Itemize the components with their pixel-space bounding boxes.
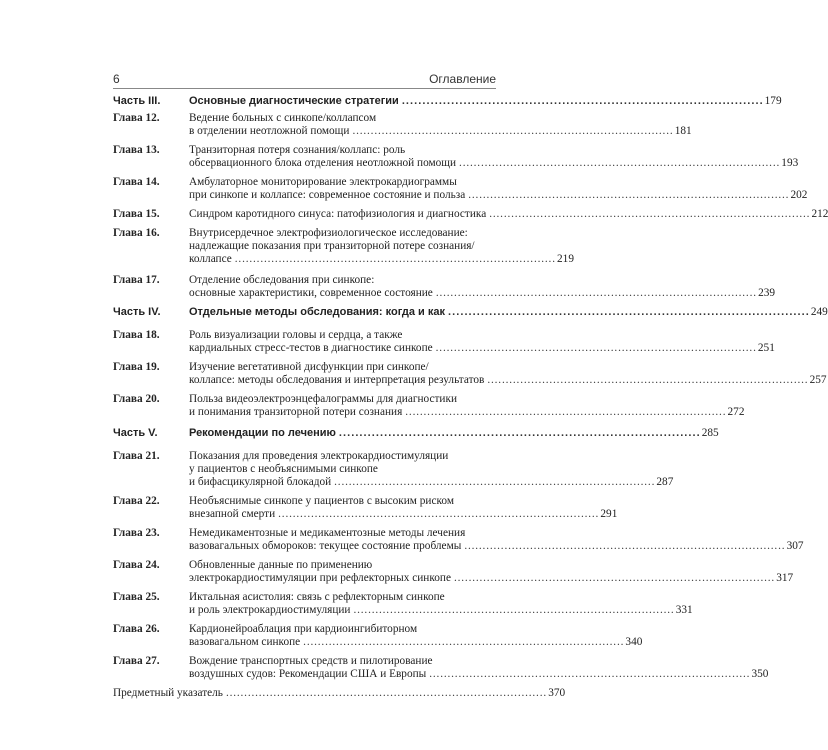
toc-title-line: Предметный указатель (113, 687, 223, 699)
toc-entry-label: Глава 15. (113, 208, 160, 220)
toc-entry-title (189, 495, 618, 521)
toc-title-last-line (189, 406, 745, 419)
leader-dots (487, 374, 806, 387)
toc-title-line: Синдром каротидного синуса: патофизиология и диагностика (189, 208, 487, 220)
toc-title-last-line (189, 540, 804, 553)
toc-title-line: электрокардиостимуляции при рефлекторных синкопе (189, 572, 451, 584)
toc-entry-title (189, 623, 643, 649)
toc-entry-title (189, 176, 808, 202)
toc-title-line: Польза видеоэлектроэнцефалограммы для диагностики (189, 393, 457, 405)
toc-page-number: 350 (751, 668, 769, 680)
toc-page-number: 181 (674, 125, 692, 137)
toc-entry-label: Часть IV. (113, 306, 161, 318)
toc-page-number: 212 (811, 208, 828, 220)
toc-entry-label: Глава 12. (113, 112, 160, 124)
toc-entry-chapter[interactable] (113, 623, 643, 649)
toc-page-number: 219 (557, 253, 574, 265)
table-of-contents (113, 95, 828, 700)
toc-page-number: 317 (776, 572, 794, 584)
toc-page-number: 272 (727, 406, 745, 418)
toc-title-last-line (189, 189, 808, 202)
toc-title-last-line (189, 253, 574, 266)
toc-entry-title (189, 95, 782, 108)
toc-entry-title (189, 427, 719, 440)
toc-entry-label: Глава 21. (113, 450, 160, 462)
toc-entry-chapter[interactable] (113, 144, 799, 170)
toc-entry-title (189, 527, 804, 553)
toc-title-last-line (189, 374, 827, 387)
toc-page-number: 239 (758, 287, 776, 299)
toc-title-last-line (189, 287, 776, 300)
toc-entry-chapter[interactable] (113, 591, 693, 617)
toc-page-number: 340 (625, 636, 643, 648)
toc-title-last-line (189, 342, 775, 355)
toc-title-line: внезапной смерти (189, 508, 276, 520)
toc-title-last-line (189, 125, 692, 138)
toc-entry-label: Глава 17. (113, 274, 160, 286)
toc-title-line: Изучение вегетативной дисфункции при синкопе/ (189, 361, 429, 373)
toc-entry-part[interactable] (113, 95, 782, 108)
leader-dots (436, 342, 755, 355)
toc-title-last-line (189, 95, 782, 108)
toc-entry-label: Глава 20. (113, 393, 160, 405)
leader-dots (454, 572, 773, 585)
toc-entry-label: Глава 23. (113, 527, 160, 539)
running-header (113, 70, 496, 88)
leader-dots (459, 157, 778, 170)
toc-title-line: в отделении неотложной помощи (189, 125, 350, 137)
leader-dots (334, 476, 653, 489)
toc-entry-chapter[interactable] (113, 559, 794, 585)
toc-page-number: 179 (764, 95, 782, 107)
toc-entry-chapter[interactable] (113, 176, 808, 202)
toc-page-number: 287 (656, 476, 674, 488)
toc-title-last-line (189, 157, 799, 170)
leader-dots (352, 125, 671, 138)
toc-entry-label: Глава 27. (113, 655, 160, 667)
toc-page-number: 257 (809, 374, 827, 386)
toc-title-line: и бифасцикулярной блокадой (189, 476, 332, 488)
toc-title-line: у пациентов с необъяснимыми синкопе (189, 463, 378, 475)
page-number: 6 (113, 72, 120, 86)
toc-title-line: Основные диагностические стратегии (189, 95, 399, 107)
toc-entry-title (189, 306, 828, 319)
toc-entry-label: Часть III. (113, 95, 161, 107)
leader-dots (405, 406, 724, 419)
leader-dots (429, 668, 748, 681)
toc-title-line: надлежащие показания при транзиторной потере сознания/ (189, 240, 475, 252)
toc-title-last-line (189, 508, 618, 521)
toc-entry-title (189, 361, 827, 387)
toc-entry-chapter[interactable] (113, 527, 804, 553)
toc-entry-chapter[interactable] (113, 112, 692, 138)
toc-page-number: 193 (781, 157, 799, 169)
toc-entry-label: Глава 14. (113, 176, 160, 188)
toc-entry-title (189, 112, 692, 138)
leader-dots (226, 687, 545, 700)
toc-title-line: коллапсе: методы обследования и интерпретация результатов (189, 374, 485, 386)
toc-page-number: 251 (757, 342, 775, 354)
toc-entry-title (113, 687, 566, 700)
toc-title-line: Ведение больных с синкопе/коллапсом (189, 112, 377, 124)
toc-title-last-line (189, 208, 828, 221)
toc-entry-chapter[interactable] (113, 393, 745, 419)
toc-title-line: Обновленные данные по применению (189, 559, 373, 571)
toc-title-line: основные характеристики, современное состояние (189, 287, 433, 299)
toc-title-line: Внутрисердечное электрофизиологическое исследование: (189, 227, 468, 239)
toc-title-line: Транзиторная потеря сознания/коллапс: роль (189, 144, 406, 156)
toc-entry-title (189, 450, 674, 489)
toc-entry-label: Глава 22. (113, 495, 160, 507)
toc-title-line: Амбулаторное мониторирование электрокардиограммы (189, 176, 457, 188)
toc-entry-chapter[interactable] (113, 274, 776, 300)
leader-dots (235, 253, 554, 266)
toc-title-line: Отдельные методы обследования: когда и как (189, 306, 445, 318)
toc-entry-label: Глава 24. (113, 559, 160, 571)
toc-entry-chapter[interactable] (113, 208, 828, 221)
toc-page-number: 285 (701, 427, 719, 439)
toc-entry-chapter[interactable] (113, 329, 775, 355)
leader-dots (489, 208, 808, 221)
toc-entry-chapter[interactable] (113, 450, 674, 489)
leader-dots (303, 636, 622, 649)
toc-entry-chapter[interactable] (113, 655, 769, 681)
toc-title-line: вазовагальных обмороков: текущее состояние проблемы (189, 540, 462, 552)
toc-entry-chapter[interactable] (113, 495, 618, 521)
leader-dots (278, 508, 597, 521)
toc-entry-chapter[interactable] (113, 361, 827, 387)
toc-entry-title (189, 208, 828, 221)
toc-page-number: 307 (786, 540, 804, 552)
toc-entry-part[interactable] (113, 427, 719, 440)
toc-title-line: Кардионейроаблация при кардиоингибиторном (189, 623, 418, 635)
toc-title-line: и понимания транзиторной потери сознания (189, 406, 403, 418)
toc-page-number: 291 (600, 508, 618, 520)
toc-page-number: 331 (675, 604, 693, 616)
toc-entry-label: Глава 13. (113, 144, 160, 156)
leader-dots (339, 427, 699, 440)
toc-title-line: Иктальная асистолия: связь с рефлекторным синкопе (189, 591, 445, 603)
toc-entry-label: Глава 26. (113, 623, 160, 635)
toc-title-line: Вождение транспортных средств и пилотирование (189, 655, 433, 667)
leader-dots (402, 95, 762, 108)
running-title: Оглавление (429, 72, 496, 86)
toc-entry-title (189, 144, 799, 170)
toc-title-line: вазовагальном синкопе (189, 636, 301, 648)
leader-dots (353, 604, 672, 617)
toc-entry-title (189, 329, 775, 355)
toc-title-line: воздушных судов: Рекомендации США и Европы (189, 668, 427, 680)
toc-title-line: обсервационного блока отделения неотложной помощи (189, 157, 457, 169)
toc-title-last-line (113, 687, 566, 700)
toc-entry-title (189, 591, 693, 617)
toc-entry-label: Глава 16. (113, 227, 160, 239)
toc-title-last-line (189, 476, 674, 489)
toc-entry-chapter[interactable] (113, 227, 574, 266)
toc-title-line: кардиальных стресс-тестов в диагностике синкопе (189, 342, 433, 354)
toc-entry-title (189, 227, 574, 266)
toc-title-line: Немедикаментозные и медикаментозные методы лечения (189, 527, 466, 539)
toc-entry-label: Глава 18. (113, 329, 160, 341)
toc-entry-label: Часть V. (113, 427, 158, 439)
toc-entry-index[interactable] (113, 687, 566, 700)
toc-entry-label: Глава 19. (113, 361, 160, 373)
toc-title-line: Необъяснимые синкопе у пациентов с высоким риском (189, 495, 454, 507)
toc-entry-title (189, 274, 776, 300)
toc-title-line: Роль визуализации головы и сердца, а также (189, 329, 403, 341)
toc-page-number: 370 (548, 687, 566, 699)
toc-title-last-line (189, 636, 643, 649)
toc-page-number: 249 (810, 306, 828, 318)
toc-page-number: 202 (790, 189, 808, 201)
toc-title-last-line (189, 306, 828, 319)
toc-title-last-line (189, 668, 769, 681)
toc-title-line: Отделение обследования при синкопе: (189, 274, 375, 286)
toc-entry-part[interactable] (113, 306, 828, 319)
leader-dots (468, 189, 787, 202)
leader-dots (464, 540, 783, 553)
toc-title-last-line (189, 572, 794, 585)
toc-entry-label: Глава 25. (113, 591, 160, 603)
toc-title-line: Показания для проведения электрокардиостимуляции (189, 450, 449, 462)
toc-title-line: коллапсе (189, 253, 232, 265)
toc-entry-title (189, 393, 745, 419)
leader-dots (448, 306, 808, 319)
toc-title-last-line (189, 427, 719, 440)
leader-dots (436, 287, 755, 300)
toc-entry-title (189, 655, 769, 681)
toc-title-line: при синкопе и коллапсе: современное состояние и польза (189, 189, 466, 201)
toc-title-line: и роль электрокардиостимуляции (189, 604, 351, 616)
toc-title-last-line (189, 604, 693, 617)
header-rule (113, 88, 496, 89)
toc-title-line: Рекомендации по лечению (189, 427, 336, 439)
toc-entry-title (189, 559, 794, 585)
